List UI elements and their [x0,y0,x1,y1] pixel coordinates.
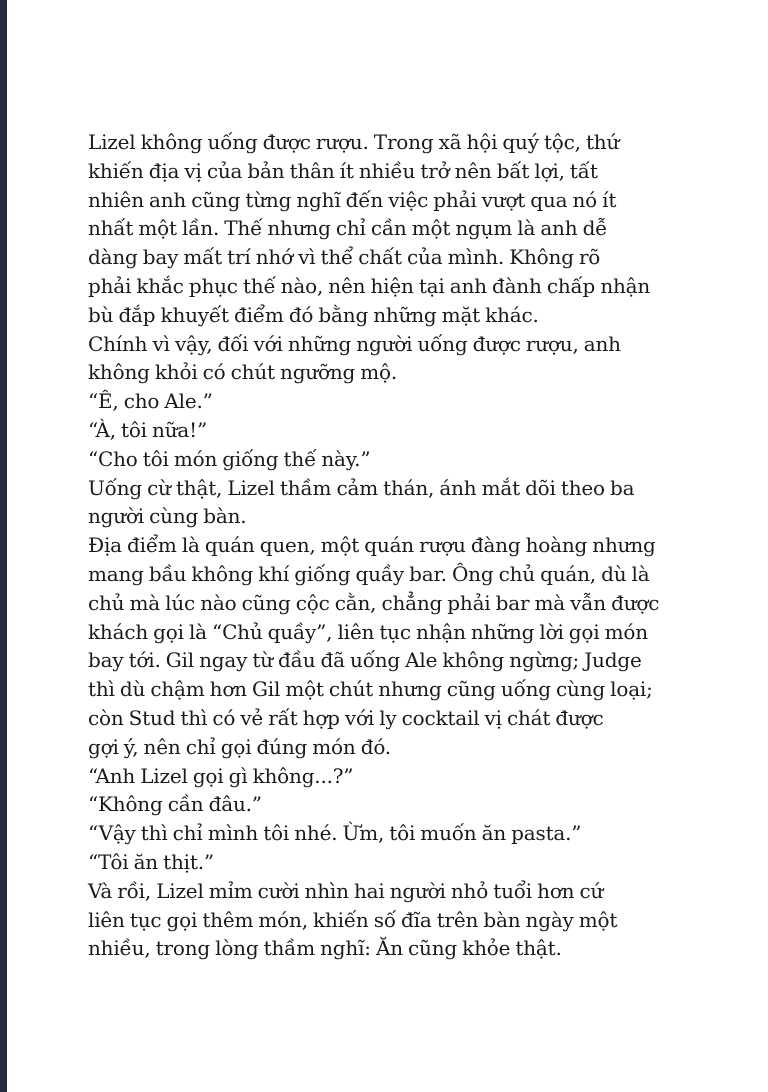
text-line: nhiều, trong lòng thầm nghĩ: Ăn cũng khỏe thật. [88,936,562,961]
text-line: người cùng bàn. [88,504,247,529]
text-line: “À, tôi nữa!” [88,417,207,442]
text-line: “Anh Lizel gọi gì không...?” [88,763,354,788]
text-line: bay tới. Gil ngay từ đầu đã uống Ale không ngừng; Judge [88,648,642,673]
text-line: nhất một lần. Thế nhưng chỉ cần một ngụm là anh dễ [88,216,608,241]
text-line: khách gọi là “Chủ quầy”, liên tục nhận những lời gọi món [88,619,648,644]
text-line: Lizel không uống được rượu. Trong xã hội quý tộc, thứ [88,130,620,154]
text-line: chủ mà lúc nào cũng cộc cằn, chẳng phải bar mà vẫn được [88,590,660,615]
text-line: còn Stud thì có vẻ rất hợp với ly cocktail vị chát được [88,705,604,730]
text-line: khiến địa vị của bản thân ít nhiều trở nên bất lợi, tất [88,158,598,183]
text-line: “Cho tôi món giống thế này.” [88,446,371,471]
text-block [88,128,728,963]
text-line: nhiên anh cũng từng nghĩ đến việc phải vượt qua nó ít [88,187,617,212]
text-line: dàng bay mất trí nhớ vì thể chất của mình. Không rõ [88,245,601,270]
text-line: gợi ý, nên chỉ gọi đúng món đó. [88,734,391,759]
text-line: Chính vì vậy, đối với những người uống được rượu, anh [88,331,621,356]
text-line: “Vậy thì chỉ mình tôi nhé. Ừm, tôi muốn ăn pasta.” [88,821,582,846]
text-line: phải khắc phục thế nào, nên hiện tại anh đành chấp nhận [88,273,651,298]
text-line: “Không cần đâu.” [88,792,262,817]
text-line: thì dù chậm hơn Gil một chút nhưng cũng uống cùng loại; [88,677,653,702]
text-line: Địa điểm là quán quen, một quán rượu đàng hoàng nhưng [88,533,656,558]
text-line: bù đắp khuyết điểm đó bằng những mặt khác. [88,302,539,327]
left-border [0,0,7,1092]
text-line: Uống cừ thật, Lizel thầm cảm thán, ánh mắt dõi theo ba [88,475,635,500]
text-line: không khỏi có chút ngưỡng mộ. [88,360,398,385]
text-line: mang bầu không khí giống quầy bar. Ông chủ quán, dù là [88,561,650,586]
text-line: “Ê, cho Ale.” [88,389,213,414]
text-line: Và rồi, Lizel mỉm cười nhìn hai người nhỏ tuổi hơn cứ [88,878,604,903]
text-line: liên tục gọi thêm món, khiến số đĩa trên bàn ngày một [88,907,618,932]
text-line: “Tôi ăn thịt.” [88,849,214,874]
